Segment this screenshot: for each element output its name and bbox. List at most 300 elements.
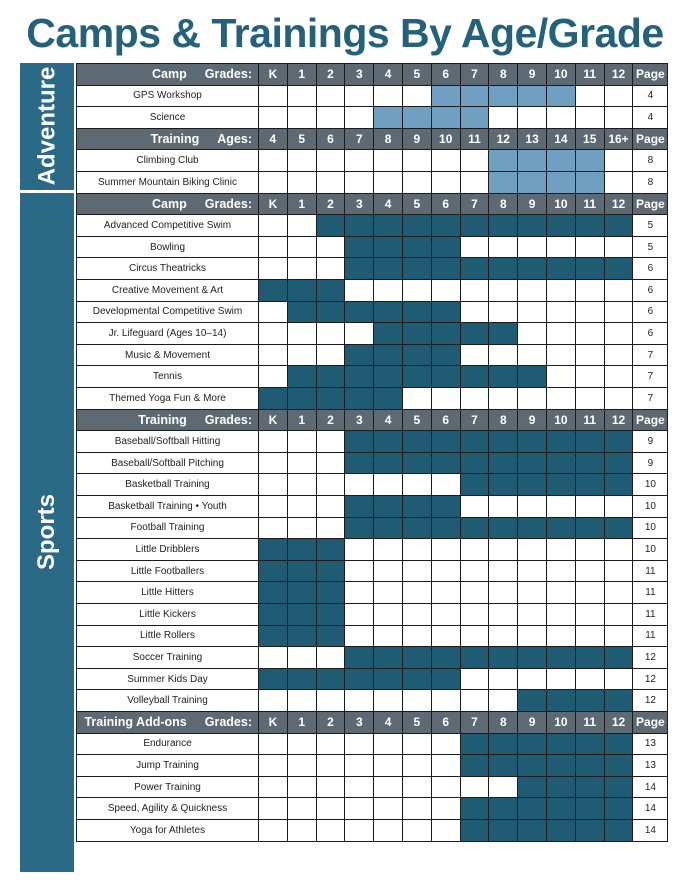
grade-cell (517, 538, 547, 561)
grade-cell (373, 581, 403, 604)
grade-cell (604, 668, 634, 691)
column-header: 7 (460, 711, 490, 734)
grade-cell (287, 646, 317, 669)
grade-cell-filled (517, 689, 547, 712)
grade-cell-filled (431, 646, 461, 669)
grade-cell (373, 171, 403, 194)
grade-cell (460, 603, 490, 626)
grade-cell (431, 473, 461, 496)
grade-cell (517, 603, 547, 626)
grade-cell (258, 819, 288, 842)
grade-cell-filled (402, 517, 432, 540)
grade-cell (316, 495, 346, 518)
grade-cell-filled (517, 452, 547, 475)
grade-cell-filled (258, 387, 288, 410)
column-header: 8 (488, 193, 518, 216)
page-number: 12 (632, 668, 668, 691)
column-header: 10 (431, 128, 461, 151)
column-header: 2 (316, 193, 346, 216)
program-name: GPS Workshop (76, 85, 259, 108)
block-header-kind: Grades: (204, 67, 252, 82)
grade-cell-filled (604, 214, 634, 237)
grade-cell (373, 797, 403, 820)
grade-cell (488, 625, 518, 648)
grade-cell (402, 85, 432, 108)
grade-cell (373, 625, 403, 648)
grade-cell (460, 236, 490, 259)
grade-cell (344, 819, 374, 842)
grade-cell (373, 603, 403, 626)
grade-cell-filled (344, 452, 374, 475)
grade-cell (517, 495, 547, 518)
column-header: 12 (604, 711, 634, 734)
grade-cell (546, 236, 576, 259)
grade-cell-filled (460, 106, 490, 129)
grade-cell-filled (546, 430, 576, 453)
grade-cell (373, 733, 403, 756)
grade-cell (344, 797, 374, 820)
grade-cell-filled (402, 646, 432, 669)
grade-cell-filled (517, 819, 547, 842)
program-name: Bowling (76, 236, 259, 259)
section-label: Sports (33, 494, 61, 571)
program-name: Basketball Training • Youth (76, 495, 259, 518)
grade-cell (546, 344, 576, 367)
grade-cell (344, 560, 374, 583)
grade-cell (488, 236, 518, 259)
grade-cell (258, 214, 288, 237)
grade-cell (373, 279, 403, 302)
column-header: K (258, 63, 288, 86)
grade-cell (316, 452, 346, 475)
page-number: 11 (632, 603, 668, 626)
column-header: 5 (402, 409, 432, 432)
grade-cell (287, 257, 317, 280)
grade-cell-filled (575, 452, 605, 475)
grade-cell-filled (316, 301, 346, 324)
grade-cell (460, 538, 490, 561)
grade-cell (517, 387, 547, 410)
grade-cell (604, 106, 634, 129)
column-header: 9 (517, 193, 547, 216)
grade-cell (546, 538, 576, 561)
grade-cell (402, 603, 432, 626)
grade-cell-filled (517, 754, 547, 777)
grade-cell (604, 387, 634, 410)
grade-cell-filled (460, 517, 490, 540)
grade-cell-filled (604, 776, 634, 799)
grade-cell (402, 149, 432, 172)
grade-cell-filled (460, 754, 490, 777)
column-header: 6 (431, 193, 461, 216)
grade-cell (575, 560, 605, 583)
grade-cell-filled (431, 452, 461, 475)
block-header-name: Camp (152, 67, 187, 82)
grade-cell-filled (604, 517, 634, 540)
program-name: Music & Movement (76, 344, 259, 367)
grade-cell-filled (287, 279, 317, 302)
grade-cell (460, 668, 490, 691)
grade-cell-filled (431, 301, 461, 324)
grade-cell (373, 85, 403, 108)
grade-cell (258, 322, 288, 345)
grade-cell (575, 365, 605, 388)
page-header: Page (632, 128, 668, 151)
grade-cell (431, 603, 461, 626)
column-header: 3 (344, 409, 374, 432)
grade-cell (316, 236, 346, 259)
grade-cell (575, 603, 605, 626)
grade-cell (258, 733, 288, 756)
program-name: Football Training (76, 517, 259, 540)
grade-cell-filled (402, 236, 432, 259)
program-name: Climbing Club (76, 149, 259, 172)
grade-cell-filled (344, 214, 374, 237)
grade-cell (604, 322, 634, 345)
grade-cell-filled (258, 538, 288, 561)
grade-cell (344, 279, 374, 302)
grade-cell-filled (517, 149, 547, 172)
grade-cell (546, 581, 576, 604)
grade-cell-filled (258, 560, 288, 583)
grade-cell (402, 538, 432, 561)
grade-cell (431, 560, 461, 583)
grade-cell-filled (575, 257, 605, 280)
grade-cell-filled (402, 214, 432, 237)
grade-cell (287, 171, 317, 194)
grade-cell (258, 452, 288, 475)
grade-cell-filled (546, 689, 576, 712)
page-number: 4 (632, 85, 668, 108)
grade-cell (604, 149, 634, 172)
grade-cell (258, 776, 288, 799)
grade-cell (546, 106, 576, 129)
page-number: 14 (632, 819, 668, 842)
grade-cell (575, 301, 605, 324)
grade-cell-filled (488, 819, 518, 842)
grade-cell-filled (402, 344, 432, 367)
program-name: Speed, Agility & Quickness (76, 797, 259, 820)
block-header-name: Training (138, 412, 187, 427)
grade-cell-filled (546, 754, 576, 777)
block-header-kind: Grades: (204, 412, 252, 427)
grade-cell (258, 797, 288, 820)
column-header: 7 (460, 409, 490, 432)
grade-cell (402, 581, 432, 604)
grade-cell (488, 603, 518, 626)
grade-cell-filled (546, 171, 576, 194)
grade-cell-filled (604, 473, 634, 496)
grade-cell-filled (488, 257, 518, 280)
grade-cell (287, 776, 317, 799)
grade-cell (575, 387, 605, 410)
page-number: 10 (632, 517, 668, 540)
program-name: Power Training (76, 776, 259, 799)
grade-cell-filled (287, 560, 317, 583)
grade-cell (287, 214, 317, 237)
program-name: Jump Training (76, 754, 259, 777)
page-number: 4 (632, 106, 668, 129)
grade-cell-filled (287, 538, 317, 561)
program-name: Little Hitters (76, 581, 259, 604)
grade-cell (287, 344, 317, 367)
grade-cell (316, 257, 346, 280)
column-header: 9 (517, 409, 547, 432)
grade-cell (258, 171, 288, 194)
grade-cell-filled (316, 365, 346, 388)
program-name: Yoga for Athletes (76, 819, 259, 842)
grade-cell-filled (517, 85, 547, 108)
grade-cell (402, 279, 432, 302)
column-header: 12 (488, 128, 518, 151)
grade-cell (460, 625, 490, 648)
grade-cell (287, 797, 317, 820)
grade-cell-filled (575, 646, 605, 669)
grade-cell-filled (344, 301, 374, 324)
grade-cell-filled (431, 322, 461, 345)
grade-cell (258, 646, 288, 669)
grade-cell (604, 560, 634, 583)
column-header: 13 (517, 128, 547, 151)
page-number: 6 (632, 301, 668, 324)
grade-cell (373, 819, 403, 842)
grade-cell (546, 603, 576, 626)
grade-cell-filled (344, 387, 374, 410)
grade-cell-filled (287, 365, 317, 388)
grade-cell (575, 625, 605, 648)
grade-cell (517, 625, 547, 648)
grade-cell-filled (517, 733, 547, 756)
grade-cell-filled (316, 387, 346, 410)
page-number: 7 (632, 344, 668, 367)
grade-cell-filled (316, 214, 346, 237)
grade-cell (575, 106, 605, 129)
grade-cell-filled (373, 322, 403, 345)
grade-cell (258, 236, 288, 259)
grade-cell-filled (488, 322, 518, 345)
grade-cell (575, 85, 605, 108)
grade-cell (287, 733, 317, 756)
grade-cell (316, 473, 346, 496)
grade-cell-filled (316, 560, 346, 583)
grade-cell (316, 733, 346, 756)
grade-cell-filled (373, 668, 403, 691)
grade-cell-filled (604, 257, 634, 280)
column-header: 2 (316, 711, 346, 734)
grade-cell (287, 517, 317, 540)
column-header: K (258, 193, 288, 216)
grade-cell (575, 668, 605, 691)
column-header: 9 (517, 63, 547, 86)
column-header: 3 (344, 63, 374, 86)
grade-cell-filled (431, 257, 461, 280)
grade-cell (373, 689, 403, 712)
grade-cell (575, 322, 605, 345)
grade-cell (604, 495, 634, 518)
grade-cell-filled (546, 214, 576, 237)
grade-cell-filled (431, 106, 461, 129)
grade-cell (460, 149, 490, 172)
block-header (76, 711, 259, 734)
column-header: 4 (258, 128, 288, 151)
grade-cell (488, 279, 518, 302)
column-header: 4 (373, 193, 403, 216)
grade-cell (488, 581, 518, 604)
grade-cell-filled (517, 473, 547, 496)
grade-cell (344, 625, 374, 648)
grade-cell (287, 106, 317, 129)
grade-cell-filled (431, 430, 461, 453)
grade-cell-filled (488, 171, 518, 194)
block-header (76, 63, 259, 86)
grade-cell (258, 517, 288, 540)
grade-cell (431, 149, 461, 172)
page-number: 14 (632, 776, 668, 799)
program-name: Summer Kids Day (76, 668, 259, 691)
grade-cell-filled (316, 538, 346, 561)
grade-cell (258, 106, 288, 129)
column-header: K (258, 711, 288, 734)
grade-cell (373, 754, 403, 777)
grade-cell (316, 754, 346, 777)
grade-cell-filled (546, 473, 576, 496)
grade-cell-filled (604, 819, 634, 842)
grade-cell (344, 85, 374, 108)
section-label: Adventure (33, 66, 60, 186)
column-header: 5 (402, 711, 432, 734)
grade-cell (316, 797, 346, 820)
grade-cell-filled (604, 430, 634, 453)
grade-cell-filled (575, 171, 605, 194)
grade-cell (316, 819, 346, 842)
program-name: Baseball/Softball Hitting (76, 430, 259, 453)
grade-cell (344, 106, 374, 129)
column-header: 1 (287, 193, 317, 216)
column-header: 1 (287, 409, 317, 432)
grade-cell-filled (460, 214, 490, 237)
column-header: 7 (460, 193, 490, 216)
column-header: 2 (316, 409, 346, 432)
page-number: 12 (632, 689, 668, 712)
grade-cell (546, 301, 576, 324)
grade-cell-filled (431, 344, 461, 367)
grade-cell (258, 301, 288, 324)
grade-cell (287, 473, 317, 496)
grade-cell (575, 538, 605, 561)
grade-cell-filled (258, 625, 288, 648)
grade-cell-filled (575, 214, 605, 237)
page-number: 11 (632, 625, 668, 648)
grade-cell-filled (546, 257, 576, 280)
program-name: Volleyball Training (76, 689, 259, 712)
grade-cell-filled (402, 301, 432, 324)
grade-cell-filled (402, 257, 432, 280)
program-name: Little Dribblers (76, 538, 259, 561)
column-header: 1 (287, 711, 317, 734)
grade-cell (373, 149, 403, 172)
column-header: 5 (402, 193, 432, 216)
grade-cell-filled (431, 495, 461, 518)
grade-cell-filled (488, 754, 518, 777)
page-number: 6 (632, 322, 668, 345)
grade-cell-filled (517, 214, 547, 237)
grade-cell (316, 85, 346, 108)
grade-cell (316, 689, 346, 712)
grade-cell (517, 344, 547, 367)
grade-cell (316, 149, 346, 172)
grade-cell (258, 344, 288, 367)
grade-cell-filled (287, 603, 317, 626)
grade-cell (517, 279, 547, 302)
grade-cell-filled (344, 236, 374, 259)
column-header: 7 (460, 63, 490, 86)
grade-cell-filled (258, 668, 288, 691)
grade-cell (287, 754, 317, 777)
grade-cell (431, 625, 461, 648)
grade-cell (460, 776, 490, 799)
grade-cell (316, 646, 346, 669)
grade-cell (344, 538, 374, 561)
grade-cell-filled (517, 257, 547, 280)
grade-cell-filled (604, 646, 634, 669)
program-name: Advanced Competitive Swim (76, 214, 259, 237)
grade-cell (604, 236, 634, 259)
grade-cell (460, 344, 490, 367)
page-number: 12 (632, 646, 668, 669)
grade-cell (431, 171, 461, 194)
block-header-name: Training (150, 132, 200, 147)
grade-cell-filled (344, 517, 374, 540)
grade-cell (460, 495, 490, 518)
grade-cell (604, 344, 634, 367)
block-header-kind: Ages: (217, 132, 252, 147)
grade-cell-filled (517, 365, 547, 388)
program-name: Baseball/Softball Pitching (76, 452, 259, 475)
grade-cell-filled (460, 85, 490, 108)
grade-cell-filled (460, 473, 490, 496)
grade-cell (344, 149, 374, 172)
grade-cell-filled (258, 603, 288, 626)
grade-cell-filled (431, 85, 461, 108)
grade-cell (344, 171, 374, 194)
grade-cell (402, 797, 432, 820)
grade-cell (431, 581, 461, 604)
page-number: 10 (632, 495, 668, 518)
grade-cell (575, 279, 605, 302)
grade-cell-filled (460, 365, 490, 388)
grade-cell (373, 560, 403, 583)
grade-cell (344, 733, 374, 756)
grade-cell (517, 322, 547, 345)
column-header: 6 (431, 63, 461, 86)
page-number: 5 (632, 236, 668, 259)
grade-cell (287, 322, 317, 345)
block-header-name: Camp (152, 196, 187, 211)
grade-cell (431, 279, 461, 302)
grade-cell (546, 279, 576, 302)
program-name: Science (76, 106, 259, 129)
grade-cell-filled (373, 365, 403, 388)
grade-cell-filled (460, 322, 490, 345)
grade-cell-filled (488, 365, 518, 388)
grade-cell (431, 733, 461, 756)
grade-cell-filled (402, 668, 432, 691)
grade-cell-filled (402, 322, 432, 345)
grade-cell-filled (488, 797, 518, 820)
grade-cell-filled (344, 365, 374, 388)
grade-cell (431, 689, 461, 712)
grade-cell (316, 171, 346, 194)
